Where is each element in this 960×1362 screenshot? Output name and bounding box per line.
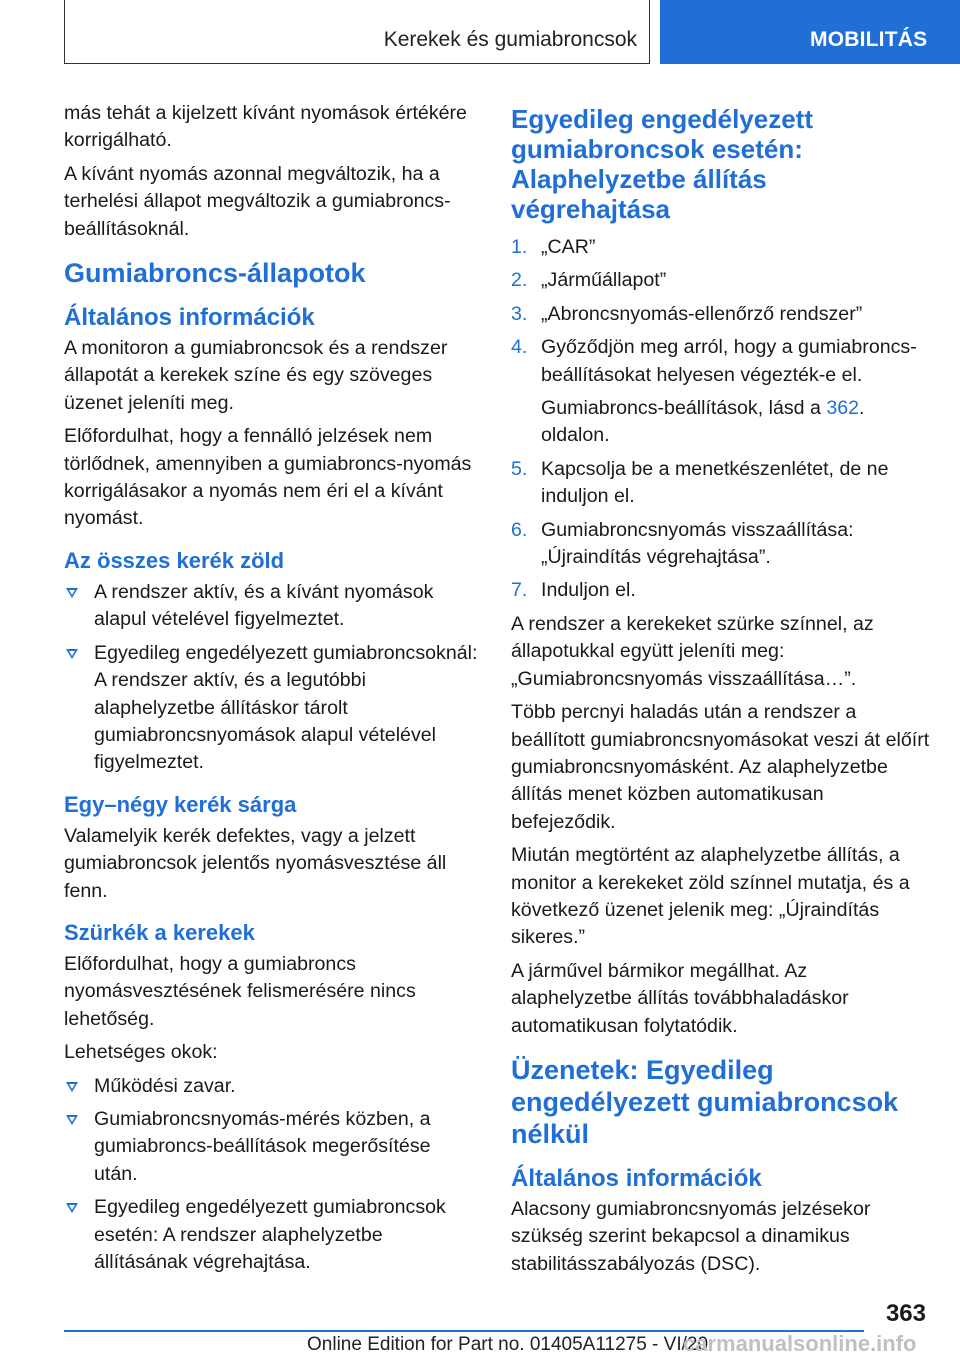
chapter-title: MOBILITÁS [810,28,928,51]
triangle-bullet-icon [66,1082,78,1092]
reset-paragraph-1: A rendszer a kerekeket szürke színnel, az állapotukkal együtt jeleníti meg: „Gumiabroncsnyomás visszaállítása…”. [511,612,874,690]
reset-paragraph-4: A járművel bármikor megállhat. Az alaphelyzetbe állítás továbbhaladáskor automatikusan folytatódik. [511,959,849,1037]
cross-reference: Gumiabroncs-beállítások, lásd a 362. oldalon. [541,397,865,447]
left-column [64,100,479,1282]
heading-reset: Egyedileg engedélyezett gumiabroncsok esetén: Alaphelyzetbe állítás végrehajtása [511,104,813,224]
yellow-paragraph: Valamelyik kerék defektes, vagy a jelzett gumiabroncsok jelentős nyomásvesztése áll fenn. [64,824,447,902]
grey-paragraph-2: Lehetséges okok: [64,1041,218,1064]
triangle-bullet-icon [66,649,78,659]
step-item: 3. „Abroncsnyomás-ellenőrző rendszer” [511,302,863,325]
heading-tire-states: Gumiabroncs-állapotok [64,258,366,289]
section-title: Kerekek és gumiabroncsok [383,28,637,51]
step-item: 4. Győződjön meg arról, hogy a gumiabroncs-beállításokat helyesen végezték-e el. Gumiabroncs-beállítások, lásd a 362. oldalon. [511,334,931,450]
edition-text: Online Edition for Part no. 01405A11275 - VI/20 [307,1334,709,1355]
intro-paragraph-2: A kívánt nyomás azonnal megváltozik, ha a terhelési állapot megváltozik a gumiabroncs-beállításoknál. [64,162,451,240]
list-item: Egyedileg engedélyezett gumiabroncsoknál: A rendszer aktív, és a legutóbbi alaphelyzetbe állításkor tárolt gumiabroncsnyomások alapul vételével figyelmeztet. [64,640,479,777]
page-number: 363 [885,1300,926,1327]
green-list [64,579,479,777]
reset-paragraph-3: Miután megtörtént az alaphelyzetbe állítás, a monitor a kerekeket zöld színnel mutatja, és a következő üzenet jelenik meg: „Újraindítás sikeres.” [511,844,910,949]
list-item: Gumiabroncsnyomás-mérés közben, a gumiabroncs-beállítások megerősítése után. [64,1106,479,1188]
page-link[interactable]: 362 [826,397,860,420]
heading-all-green: Az összes kerék zöld [64,547,285,573]
reset-paragraph-2: Több percnyi haladás után a rendszer a beállított gumiabroncsnyomásokat veszi át előírt gumiabroncsnyomásként. Az alaphelyzetbe állítás menet közben automatikusan befejeződik. [511,701,930,833]
intro-paragraph-1: más tehát a kijelzett kívánt nyomások értékére korrigálható. [64,102,467,152]
general2-paragraph: Alacsony gumiabroncsnyomás jelzésekor szükség szerint bekapcsol a dinamikus stabilitásszabályozás (DSC). [511,1197,871,1275]
triangle-bullet-icon [66,1203,78,1213]
grey-list [64,1073,479,1277]
step-item: 5. Kapcsolja be a menetkészenlétet, de ne induljon el. [511,457,889,508]
list-item: Egyedileg engedélyezett gumiabroncsok esetén: A rendszer alaphelyzetbe állításának végrehajtása. [64,1194,479,1276]
grey-paragraph-1: Előfordulhat, hogy a gumiabroncs nyomásvesztésének felismerésére nincs lehetőség. [64,952,416,1030]
section-tab [64,0,650,64]
heading-general-info-2: Általános információk [511,1164,762,1192]
heading-grey: Szürkék a kerekek [64,919,255,945]
step-item: 6. Gumiabroncsnyomás visszaállítása: „Újraindítás végrehajtása”. [511,518,854,569]
right-column [511,100,931,1284]
general-paragraph-1: A monitoron a gumiabroncsok és a rendszer állapotát a kerekek színe és egy szöveges üzenet jeleníti meg. [64,337,448,414]
heading-yellow: Egy–négy kerék sárga [64,791,297,817]
step-item: 2. „Járműállapot” [511,269,667,292]
step-item: 7. Induljon el. [511,579,636,602]
list-item: Működési zavar. [64,1073,479,1100]
page-header [0,0,960,66]
watermark: carmanualsonline.info [683,1331,917,1356]
step-item: 1. „CAR” [511,236,596,258]
reset-steps [511,234,931,605]
heading-general-info: Általános információk [64,304,315,332]
triangle-bullet-icon [66,588,78,598]
chapter-tab [660,0,960,64]
general-paragraph-2: Előfordulhat, hogy a fennálló jelzések nem törlődnek, amennyiben a gumiabroncs-nyomás korrigálásakor a nyomás nem éri el a kívánt nyomást. [64,425,472,530]
list-item: A rendszer aktív, és a kívánt nyomások alapul vételével figyelmeztet. [64,579,479,634]
triangle-bullet-icon [66,1115,78,1125]
heading-messages: Üzenetek: Egyedileg engedélyezett gumiabroncsok nélkül [511,1054,899,1149]
